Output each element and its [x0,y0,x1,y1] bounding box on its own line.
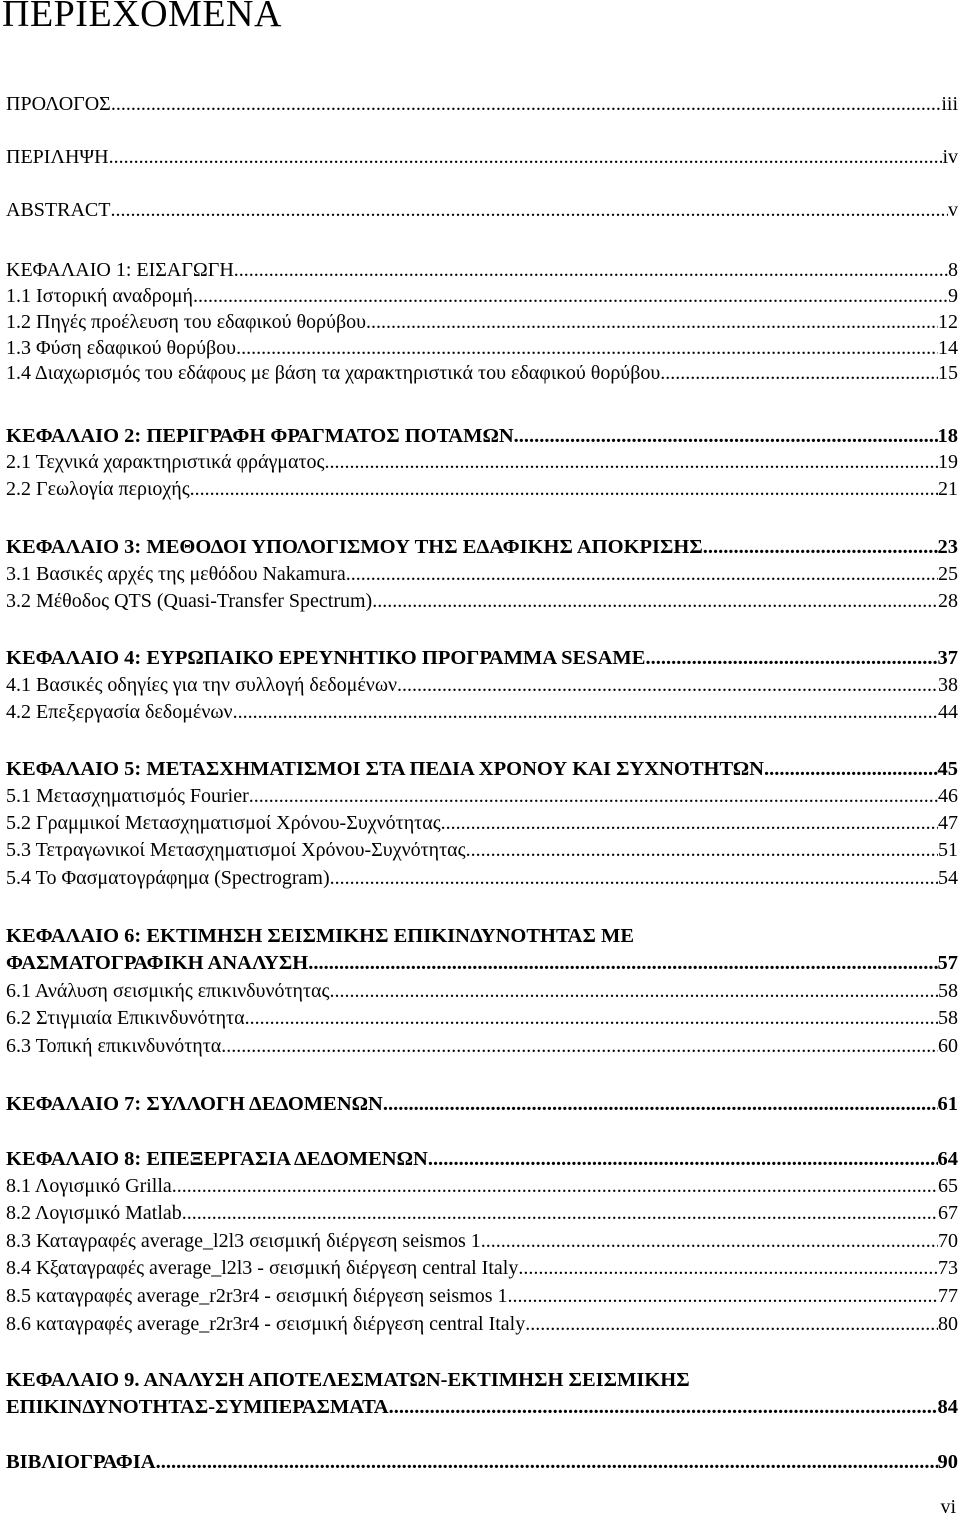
toc-entry-8-6[interactable] [6,1313,958,1335]
toc-entry-2-1[interactable] [6,451,958,473]
toc-leader [466,839,938,861]
toc-entry-title: 3.1 Βασικές αρχές της μεθόδου Nakamura [6,563,346,585]
toc-entry-page: 45 [937,758,958,780]
toc-leader [372,590,938,612]
toc-entry-title: 1.1 Ιστορική αναδρομή [6,285,193,307]
toc-entry-4-2[interactable] [6,701,958,723]
toc-leader [764,758,938,780]
toc-entry-page: 65 [938,1175,958,1197]
toc-entry-title: 5.1 Μετασχηματισμός Fourier [6,785,249,807]
toc-leader [234,259,948,281]
toc-entry-title: 4.1 Βασικές οδηγίες για την συλλογή δεδομένων [6,674,398,696]
toc-entry-title: ΚΕΦΑΛΑΙΟ 7: ΣΥΛΛΟΓΗ ΔΕΔΟΜΕΝΩΝ [6,1093,383,1115]
toc-entry-title: 5.4 Το Φασματογράφημα (Spectrogram) [6,867,330,889]
toc-leader [514,425,938,447]
toc-entry-chapter-6[interactable] [6,952,958,974]
toc-entry-page: 18 [937,425,958,447]
toc-entry-title: ΒΙΒΛΙΟΓΡΑΦΙΑ [6,1451,156,1473]
toc-entry-abstract[interactable] [6,199,958,221]
toc-entry-title: 8.4 Κξαταγραφές average_l2l3 - σεισμική διέργεση central Italy [6,1257,519,1279]
toc-leader [645,647,937,669]
toc-entry-title: 8.1 Λογισμικό Grilla [6,1175,172,1197]
toc-entry-1-3[interactable] [6,337,958,359]
toc-entry-title: ΦΑΣΜΑΤΟΓΡΑΦΙΚΗ ΑΝΑΛΥΣΗ [6,952,309,974]
toc-entry-prologue[interactable] [6,93,958,115]
toc-entry-summary[interactable] [6,146,958,168]
toc-entry-page: 21 [938,478,958,500]
toc-entry-chapter-5[interactable] [6,758,958,780]
toc-entry-8-2[interactable] [6,1202,958,1224]
toc-entry-page: 12 [938,311,958,333]
toc-entry-page: 47 [938,812,958,834]
toc-entry-page: iv [942,146,958,168]
toc-entry-title: ΠΕΡΙΛΗΨΗ [6,146,109,168]
toc-entry-title: ΚΕΦΑΛΑΙΟ 8: ΕΠΕΞΕΡΓΑΣΙΑ ΔΕΔΟΜΕΝΩΝ [6,1148,428,1170]
toc-entry-page: 25 [938,563,958,585]
toc-entry-chapter-7[interactable] [6,1093,958,1115]
toc-leader [193,285,948,307]
toc-entry-page: 58 [938,980,958,1002]
toc-entry-8-1[interactable] [6,1175,958,1197]
toc-entry-title: ΠΡΟΛΟΓΟΣ [6,93,111,115]
toc-entry-title: 1.2 Πηγές προέλευση του εδαφικού θορύβου [6,311,367,333]
toc-entry-chapter-8[interactable] [6,1148,958,1170]
toc-entry-chapter-9-line1[interactable]: ΚΕΦΑΛΑΙΟ 9. ΑΝΑΛΥΣΗ ΑΠΟΤΕΛΕΣΜΑΤΩΝ-ΕΚΤΙΜΗΣΗ ΣΕΙΣΜΙΚΗΣ [6,1369,690,1391]
toc-leader [172,1175,938,1197]
toc-entry-chapter-9[interactable] [6,1396,958,1418]
toc-leader [182,1202,938,1224]
page-number: vi [940,1496,956,1518]
toc-entry-8-3[interactable] [6,1230,958,1252]
page-title: ΠΕΡΙΕΧΟΜΕΝΑ [2,0,282,35]
toc-entry-bibliography[interactable] [6,1451,958,1473]
toc-entry-title: 8.3 Καταγραφές average_l2l3 σεισμική διέργεση seismos 1 [6,1230,481,1252]
toc-entry-page: 8 [948,259,958,281]
toc-entry-title: 8.5 καταγραφές average_r2r3r4 - σεισμική διέργεση seismos 1 [6,1285,508,1307]
toc-entry-1-1[interactable] [6,285,958,307]
toc-entry-title: ΕΠΙΚΙΝΔΥΝΟΤΗΤΑΣ-ΣΥΜΠΕΡΑΣΜΑΤΑ [6,1396,389,1418]
toc-leader [110,199,948,221]
toc-leader [233,701,938,723]
toc-entry-3-1[interactable] [6,563,958,585]
toc-entry-page: 77 [938,1285,958,1307]
toc-entry-page: 61 [937,1093,958,1115]
toc-leader [428,1148,938,1170]
toc-entry-page: 19 [938,451,958,473]
toc-leader [190,478,938,500]
toc-entry-page: 15 [938,362,958,384]
toc-entry-page: 70 [938,1230,958,1252]
toc-entry-page: 9 [948,285,958,307]
toc-entry-page: 58 [938,1007,958,1029]
toc-entry-6-3[interactable] [6,1035,958,1057]
toc-entry-page: 28 [938,590,958,612]
toc-entry-title: ΚΕΦΑΛΑΙΟ 2: ΠΕΡΙΓΡΑΦΗ ΦΡΑΓΜΑΤΟΣ ΠΟΤΑΜΩΝ [6,425,514,447]
toc-leader [481,1230,938,1252]
toc-entry-8-5[interactable] [6,1285,958,1307]
toc-entry-page: 73 [938,1257,958,1279]
toc-entry-title: ΚΕΦΑΛΑΙΟ 1: ΕΙΣΑΓΩΓΗ [6,259,234,281]
toc-entry-5-2[interactable] [6,812,958,834]
toc-entry-1-2[interactable] [6,311,958,333]
toc-leader [518,1257,938,1279]
toc-entry-page: 90 [937,1451,958,1473]
toc-entry-page: v [948,199,958,221]
toc-leader [525,1313,938,1335]
toc-entry-8-4[interactable] [6,1257,958,1279]
toc-entry-page: 60 [938,1035,958,1057]
toc-entry-title: ΚΕΦΑΛΑΙΟ 4: ΕΥΡΩΠΑΙΚΟ ΕΡΕΥΝΗΤΙΚΟ ΠΡΟΓΡΑΜΜΑ SESAME [6,647,646,669]
toc-leader [249,785,938,807]
toc-entry-page: 57 [937,952,958,974]
toc-entry-chapter-1[interactable] [6,259,958,281]
toc-entry-6-2[interactable] [6,1007,958,1029]
toc-leader [308,952,937,974]
toc-entry-page: 37 [937,647,958,669]
toc-leader [221,1035,938,1057]
toc-entry-chapter-2[interactable] [6,425,958,447]
toc-entry-title: 6.2 Στιγμιαία Επικινδυνότητα [6,1007,245,1029]
toc-entry-page: 67 [938,1202,958,1224]
toc-leader [330,867,938,889]
toc-entry-title: 2.1 Τεχνικά χαρακτηριστικά φράγματος [6,451,325,473]
toc-leader [441,812,938,834]
toc-entry-4-1[interactable] [6,674,958,696]
toc-entry-title: 8.6 καταγραφές average_r2r3r4 - σεισμική διέργεση central Italy [6,1313,526,1335]
toc-entry-page: 23 [937,536,958,558]
toc-leader [236,337,938,359]
toc-entry-title: ΚΕΦΑΛΑΙΟ 3: ΜΕΘΟΔΟΙ ΥΠΟΛΟΓΙΣΜΟΥ ΤΗΣ ΕΔΑΦΙΚΗΣ ΑΠΟΚΡΙΣΗΣ [6,536,703,558]
toc-leader [156,1451,938,1473]
toc-entry-page: 51 [938,839,958,861]
toc-entry-page: 54 [938,867,958,889]
toc-entry-page: 14 [938,337,958,359]
toc-entry-title: 2.2 Γεωλογία περιοχής [6,478,190,500]
toc-entry-3-2[interactable] [6,590,958,612]
toc-entry-title: 1.4 Διαχωρισμός του εδάφους με βάση τα χαρακτηριστικά του εδαφικού θορύβου [6,362,661,384]
toc-entry-chapter-3[interactable] [6,536,958,558]
toc-leader [389,1396,938,1418]
toc-leader [245,1007,938,1029]
toc-leader [703,536,938,558]
toc-entry-title: 3.2 Μέθοδος QTS (Quasi-Transfer Spectrum) [6,590,373,612]
toc-leader [111,93,942,115]
toc-entry-page: 80 [938,1313,958,1335]
toc-entry-chapter-6-line1[interactable]: ΚΕΦΑΛΑΙΟ 6: ΕΚΤΙΜΗΣΗ ΣΕΙΣΜΙΚΗΣ ΕΠΙΚΙΝΔΥΝΟΤΗΤΑΣ ΜΕ [6,925,635,947]
toc-entry-5-3[interactable] [6,839,958,861]
toc-entry-title: ABSTRACT [6,199,111,221]
toc-entry-page: 46 [938,785,958,807]
toc-entry-page: 44 [938,701,958,723]
toc-entry-page: 64 [937,1148,958,1170]
toc-entry-5-1[interactable] [6,785,958,807]
toc-entry-2-2[interactable] [6,478,958,500]
toc-leader [660,362,938,384]
toc-leader [329,980,938,1002]
toc-entry-chapter-4[interactable] [6,647,958,669]
toc-entry-page: 84 [937,1396,958,1418]
toc-entry-title: 6.3 Τοπική επικινδυνότητα [6,1035,222,1057]
toc-leader [508,1285,938,1307]
toc-entry-title: ΚΕΦΑΛΑΙΟ 5: ΜΕΤΑΣΧΗΜΑΤΙΣΜΟΙ ΣΤΑ ΠΕΔΙΑ ΧΡΟΝΟΥ ΚΑΙ ΣΥΧΝΟΤΗΤΩΝ [6,758,764,780]
toc-entry-page: 38 [938,674,958,696]
toc-leader [397,674,938,696]
toc-entry-title: 8.2 Λογισμικό Matlab [6,1202,182,1224]
toc-entry-title: 5.2 Γραμμικοί Μετασχηματισμοί Χρόνου-Συχνότητας [6,812,441,834]
toc-entry-5-4[interactable] [6,867,958,889]
toc-leader [383,1093,938,1115]
toc-entry-title: 5.3 Τετραγωνικοί Μετασχηματισμοί Χρόνου-Συχνότητας [6,839,466,861]
toc-leader [109,146,943,168]
toc-leader [366,311,938,333]
toc-leader [324,451,938,473]
toc-entry-1-4[interactable] [6,362,958,384]
toc-entry-title: 4.2 Επεξεργασία δεδομένων [6,701,233,723]
toc-leader [346,563,938,585]
toc-entry-title: 6.1 Ανάλυση σεισμικής επικινδυνότητας [6,980,330,1002]
toc-entry-title: 1.3 Φύση εδαφικού θορύβου [6,337,237,359]
toc-entry-6-1[interactable] [6,980,958,1002]
toc-entry-page: iii [941,93,958,115]
